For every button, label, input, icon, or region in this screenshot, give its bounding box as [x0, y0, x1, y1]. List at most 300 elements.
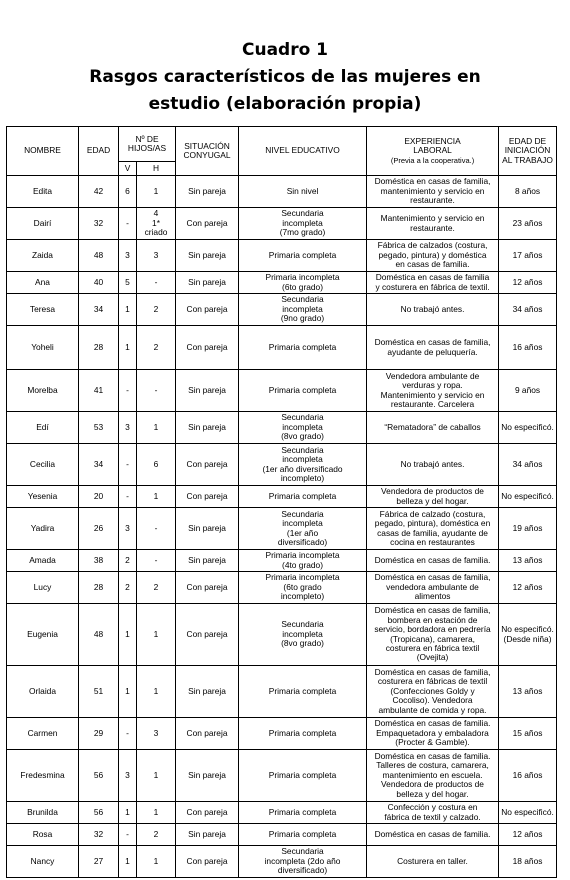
cell-experiencia: [367, 550, 499, 572]
cell-hijos-h: [137, 240, 176, 272]
cell-hijos-v: 1: [119, 326, 137, 370]
cell-experiencia-line: costurera en fábrica textil: [385, 642, 480, 653]
cell-experiencia-line: Mantenimiento y servicio en: [380, 389, 485, 400]
cell-edad-iniciacion-line: 13 años: [512, 554, 543, 565]
cell-edad: 38: [79, 550, 119, 572]
cell-hijos-v: -: [119, 824, 137, 846]
cell-experiencia-line: Confección y costura en: [387, 802, 478, 813]
cell-nivel-line: Primaria incompleta: [265, 272, 340, 283]
cell-experiencia-line: Doméstica en casas de familia,: [374, 572, 491, 583]
table-row: [7, 444, 557, 486]
cell-hijos-h-line: criado: [144, 227, 168, 238]
table-row: [7, 370, 557, 412]
cell-nivel-line: (9no grado): [280, 313, 325, 324]
cell-situacion: Con pareja: [176, 572, 239, 604]
cell-edad-iniciacion: [499, 240, 557, 272]
cell-edad: 42: [79, 176, 119, 208]
cell-situacion: Sin pareja: [176, 750, 239, 802]
cell-hijos-h: [137, 508, 176, 550]
table-row: [7, 272, 557, 294]
table-body: [7, 176, 557, 878]
cell-edad: 56: [79, 750, 119, 802]
header-hijos-line-2: HIJOS/AS: [127, 143, 167, 153]
cell-situacion: Con pareja: [176, 846, 239, 878]
cell-experiencia-line: mantenimiento en escuela.: [382, 769, 483, 780]
cell-nivel: [239, 572, 367, 604]
cell-nivel: [239, 444, 367, 486]
cell-nombre: Yadira: [7, 508, 79, 550]
cell-hijos-v: 3: [119, 750, 137, 802]
cell-edad-iniciacion: [499, 208, 557, 240]
cell-nombre: Eugenia: [7, 604, 79, 666]
cell-hijos-h-line: 3: [153, 727, 159, 738]
cell-hijos-v: 3: [119, 240, 137, 272]
table-row: [7, 486, 557, 508]
cell-edad: 48: [79, 604, 119, 666]
cell-experiencia-line: Vendedora ambulante de: [385, 370, 480, 381]
cell-nivel: [239, 370, 367, 412]
cell-nombre: Fredesmina: [7, 750, 79, 802]
cell-experiencia: [367, 824, 499, 846]
cell-hijos-h-line: -: [154, 522, 158, 533]
cell-experiencia-line: Doméstica en casas de familia.: [374, 750, 491, 761]
cell-situacion: Sin pareja: [176, 666, 239, 718]
cell-experiencia: [367, 486, 499, 508]
cell-experiencia-line: y costurera en fábrica de textil.: [375, 281, 490, 292]
cell-hijos-h-line: 2: [153, 303, 159, 314]
cell-hijos-h: [137, 802, 176, 824]
table-row: [7, 802, 557, 824]
cell-hijos-v: 1: [119, 604, 137, 666]
cell-nivel-line: diversificado): [277, 536, 328, 547]
cell-nivel-line: (8vo grado): [281, 431, 324, 442]
header-edad-iniciacion-line-2: INICIACIÓN: [504, 145, 551, 156]
header-edad-iniciacion-line-1: EDAD DE: [508, 135, 547, 146]
cell-nivel-line: Secundaria: [281, 619, 324, 630]
cell-nivel-line: incompleta: [282, 518, 323, 529]
cell-nivel-line: Secundaria: [281, 208, 324, 219]
cell-edad: 28: [79, 572, 119, 604]
cell-situacion: Con pareja: [176, 802, 239, 824]
cell-nivel-line: incompleta: [282, 628, 323, 639]
cell-nivel-line: Primaria completa: [268, 727, 337, 738]
cell-hijos-h-line: 1: [153, 628, 159, 639]
cell-nivel-line: (6to grado): [282, 281, 323, 292]
cell-hijos-h-line: 1*: [152, 217, 160, 228]
cell-hijos-h-line: 1: [153, 490, 159, 501]
cell-hijos-h: [137, 272, 176, 294]
cell-experiencia-line: Fábrica de calzado (costura,: [379, 508, 486, 519]
cell-experiencia: [367, 326, 499, 370]
cell-nivel: [239, 604, 367, 666]
cell-experiencia-line: restaurante.: [410, 195, 455, 206]
cell-edad: 34: [79, 294, 119, 326]
cell-hijos-v: 6: [119, 176, 137, 208]
cell-nombre: Lucy: [7, 572, 79, 604]
cell-edad: 27: [79, 846, 119, 878]
cell-edad: 51: [79, 666, 119, 718]
cell-hijos-h: [137, 572, 176, 604]
cell-nivel: [239, 412, 367, 444]
cell-experiencia-line: Doméstica en casas de familia.: [374, 718, 491, 729]
cell-nivel-line: (6to grado: [283, 581, 322, 592]
cell-edad-iniciacion: [499, 486, 557, 508]
cell-hijos-v: -: [119, 486, 137, 508]
cell-nombre: Amada: [7, 550, 79, 572]
cell-experiencia-line: belleza y del hogar.: [396, 495, 469, 506]
table-row: [7, 294, 557, 326]
cell-edad-iniciacion: [499, 508, 557, 550]
cell-edad: 32: [79, 824, 119, 846]
table-row: [7, 572, 557, 604]
cell-situacion: Con pareja: [176, 208, 239, 240]
cell-nivel-line: Sin nivel: [286, 185, 319, 196]
cell-experiencia-line: verduras y ropa.: [402, 380, 463, 391]
cell-situacion: Sin pareja: [176, 176, 239, 208]
cell-hijos-h: [137, 846, 176, 878]
table-row: [7, 604, 557, 666]
cell-edad-iniciacion: [499, 294, 557, 326]
cell-edad-iniciacion: [499, 802, 557, 824]
cell-nivel: [239, 750, 367, 802]
cell-hijos-v: 1: [119, 802, 137, 824]
cell-experiencia-line: Fábrica de calzados (costura,: [377, 240, 488, 251]
cell-nivel-line: incompleto): [280, 472, 325, 483]
cell-hijos-v: 5: [119, 272, 137, 294]
cell-experiencia: [367, 718, 499, 750]
cell-experiencia-line: fábrica de textil y calzado.: [384, 811, 481, 822]
cell-nivel-line: Primaria completa: [268, 341, 337, 352]
cell-experiencia-line: Doméstica en casas de familia,: [374, 605, 491, 616]
table-row: [7, 666, 557, 718]
cell-experiencia: [367, 208, 499, 240]
cell-hijos-h-line: 1: [153, 806, 159, 817]
cell-edad-iniciacion: [499, 412, 557, 444]
cell-nivel-line: (1er año: [286, 527, 319, 538]
cell-edad: 34: [79, 444, 119, 486]
cell-edad-iniciacion-line: No especificó.: [501, 624, 554, 635]
cell-experiencia: [367, 802, 499, 824]
cell-nivel: [239, 824, 367, 846]
cell-experiencia-line: No trabajó antes.: [400, 458, 465, 469]
cell-nivel-line: incompleta: [282, 217, 323, 228]
cell-experiencia-line: Vendedora de productos de: [381, 779, 484, 790]
cell-nivel: [239, 508, 367, 550]
cell-edad-iniciacion: [499, 718, 557, 750]
cell-edad-iniciacion: [499, 176, 557, 208]
cell-nivel-line: (7mo grado): [279, 227, 326, 238]
cell-edad-iniciacion: [499, 272, 557, 294]
cell-hijos-v: 2: [119, 550, 137, 572]
cell-nivel: [239, 666, 367, 718]
header-experiencia-line-3: (Previa a la cooperativa.): [390, 155, 475, 165]
cell-hijos-h: [137, 666, 176, 718]
cell-experiencia-line: Costurera en taller.: [397, 855, 468, 866]
cell-experiencia: [367, 176, 499, 208]
cell-hijos-h: [137, 412, 176, 444]
cell-experiencia-line: pegado, pintura) y doméstica: [378, 249, 487, 260]
cell-situacion: Sin pareja: [176, 550, 239, 572]
cell-situacion: Sin pareja: [176, 370, 239, 412]
cell-experiencia-line: mantenimiento y servicio en: [380, 185, 485, 196]
header-situacion-line-2: CONYUGAL: [183, 150, 231, 160]
cell-nivel-line: incompleto): [280, 591, 325, 602]
cell-edad-iniciacion-line: 34 años: [512, 303, 543, 314]
cell-hijos-h: [137, 604, 176, 666]
cell-experiencia: [367, 508, 499, 550]
cell-nombre: Teresa: [7, 294, 79, 326]
cell-edad-iniciacion-line: 12 años: [512, 276, 543, 287]
cell-situacion: Sin pareja: [176, 272, 239, 294]
header-experiencia: [367, 127, 499, 176]
cell-hijos-v: -: [119, 208, 137, 240]
cell-experiencia-line: Doméstica en casas de familia,: [374, 176, 491, 187]
cell-nombre: Yoheli: [7, 326, 79, 370]
cell-edad-iniciacion: [499, 846, 557, 878]
cell-nombre: Orlaida: [7, 666, 79, 718]
cell-nivel-line: Primaria incompleta: [265, 550, 340, 561]
cell-hijos-h-line: 3: [153, 249, 159, 260]
cell-nivel-line: Primaria completa: [268, 384, 337, 395]
cell-hijos-h-line: 4: [153, 208, 159, 219]
cell-hijos-h: [137, 824, 176, 846]
cell-experiencia-line: (Ovejita): [416, 652, 449, 663]
cell-nivel-line: (1er año diversificado: [262, 463, 343, 474]
header-v: V: [119, 162, 137, 176]
cell-nivel-line: incompleta: [282, 454, 323, 465]
table-row: [7, 824, 557, 846]
header-nivel: NIVEL EDUCATIVO: [239, 127, 367, 176]
cell-nivel: [239, 802, 367, 824]
cell-experiencia-line: costurera en fábricas de textil: [377, 676, 488, 687]
cell-nivel-line: Primaria completa: [268, 249, 337, 260]
cell-edad-iniciacion: [499, 572, 557, 604]
cell-hijos-h: [137, 370, 176, 412]
table-row: [7, 846, 557, 878]
cell-edad-iniciacion-line: 17 años: [512, 249, 543, 260]
cell-hijos-h-line: -: [154, 384, 158, 395]
table-row: [7, 508, 557, 550]
header-edad-iniciacion: [499, 127, 557, 176]
cell-nivel-line: (4to grado): [282, 559, 323, 570]
cell-experiencia-line: Doméstica en casas de familia,: [374, 337, 491, 348]
cell-edad-iniciacion-line: (Desde niña): [503, 633, 552, 644]
cell-hijos-h: [137, 294, 176, 326]
cell-hijos-h: [137, 208, 176, 240]
cell-edad-iniciacion: [499, 550, 557, 572]
cell-edad: 41: [79, 370, 119, 412]
cell-experiencia: [367, 240, 499, 272]
cell-nombre: Ana: [7, 272, 79, 294]
cell-nombre: Nancy: [7, 846, 79, 878]
cell-experiencia-line: “Rematadora” de caballos: [384, 421, 481, 432]
cell-experiencia: [367, 294, 499, 326]
cell-situacion: Con pareja: [176, 444, 239, 486]
cell-experiencia-line: bombera en estación de: [387, 614, 478, 625]
cell-edad-iniciacion-line: 16 años: [512, 341, 543, 352]
cell-nombre: Edí: [7, 412, 79, 444]
cell-situacion: Con pareja: [176, 718, 239, 750]
cell-nivel: [239, 550, 367, 572]
table-row: [7, 326, 557, 370]
header-edad-iniciacion-line-3: AL TRABAJO: [502, 154, 553, 165]
cell-hijos-h: [137, 326, 176, 370]
cell-nombre: Rosa: [7, 824, 79, 846]
cell-nivel: [239, 208, 367, 240]
table-row: [7, 750, 557, 802]
cell-situacion: Con pareja: [176, 486, 239, 508]
cell-experiencia-line: Talleres de costura, camarera,: [376, 760, 489, 771]
cell-experiencia-line: Doméstica en casas de familia: [375, 272, 490, 283]
cell-nivel-line: incompleta: [282, 303, 323, 314]
cell-edad-iniciacion: [499, 444, 557, 486]
cell-experiencia: [367, 370, 499, 412]
cell-experiencia: [367, 272, 499, 294]
cell-nombre: Carmen: [7, 718, 79, 750]
cell-nombre: Brunilda: [7, 802, 79, 824]
table-row: [7, 412, 557, 444]
women-characteristics-table: [6, 126, 557, 878]
cell-edad-iniciacion: [499, 824, 557, 846]
cell-edad-iniciacion-line: 18 años: [512, 855, 543, 866]
cell-situacion: Sin pareja: [176, 508, 239, 550]
cell-edad-iniciacion-line: 13 años: [512, 685, 543, 696]
cell-edad-iniciacion-line: No especificó.: [501, 806, 554, 817]
cell-experiencia-line: pegado, pintura), doméstica en: [374, 518, 491, 529]
cell-edad: 32: [79, 208, 119, 240]
cell-nombre: Cecilia: [7, 444, 79, 486]
cell-hijos-h: [137, 750, 176, 802]
header-experiencia-line-2: LABORAL: [413, 145, 452, 156]
cell-hijos-h: [137, 486, 176, 508]
header-edad: EDAD: [79, 127, 119, 176]
cell-nivel-line: Secundaria: [281, 294, 324, 305]
cell-edad-iniciacion-line: 19 años: [512, 522, 543, 533]
cell-hijos-v: 1: [119, 666, 137, 718]
cell-nivel: [239, 846, 367, 878]
cell-edad: 48: [79, 240, 119, 272]
cell-nivel-line: diversificado): [277, 865, 328, 876]
table-title-line-2: estudio (elaboración propia): [148, 94, 422, 114]
cell-edad-iniciacion: [499, 666, 557, 718]
cell-experiencia: [367, 572, 499, 604]
cell-hijos-h-line: -: [154, 276, 158, 287]
cell-situacion: Sin pareja: [176, 240, 239, 272]
cell-edad-iniciacion-line: 12 años: [512, 828, 543, 839]
table-caption: Cuadro 1: [241, 40, 329, 60]
cell-experiencia-line: Doméstica en casas de familia.: [374, 554, 491, 565]
cell-situacion: Sin pareja: [176, 412, 239, 444]
header-hijos: [119, 127, 176, 162]
cell-nivel: [239, 294, 367, 326]
cell-hijos-v: 1: [119, 846, 137, 878]
cell-hijos-h: [137, 444, 176, 486]
table-row: [7, 208, 557, 240]
cell-experiencia-line: vendedora ambulante de: [386, 581, 479, 592]
header-row: [7, 127, 557, 162]
table-row: [7, 550, 557, 572]
cell-edad-iniciacion: [499, 604, 557, 666]
cell-situacion: Sin pareja: [176, 824, 239, 846]
cell-edad-iniciacion: [499, 750, 557, 802]
cell-nombre: Morelba: [7, 370, 79, 412]
cell-hijos-h: [137, 550, 176, 572]
cell-edad-iniciacion-line: 15 años: [512, 727, 543, 738]
cell-edad-iniciacion-line: 8 años: [514, 185, 541, 196]
cell-hijos-h: [137, 718, 176, 750]
table-row: [7, 718, 557, 750]
cell-experiencia-line: (Tropicana), camarera,: [390, 633, 475, 644]
cell-hijos-v: -: [119, 370, 137, 412]
table-title-line-1: Rasgos característicos de las mujeres en: [89, 67, 481, 87]
cell-nivel: [239, 718, 367, 750]
cell-situacion: Con pareja: [176, 294, 239, 326]
cell-edad-iniciacion-line: 12 años: [512, 581, 543, 592]
cell-experiencia-line: belleza y del hogar.: [396, 788, 469, 799]
header-situacion-line-1: SITUACIÓN: [184, 140, 230, 151]
cell-experiencia-line: (Procter & Gamble).: [395, 737, 470, 748]
cell-experiencia-line: Empaquetadora y embaladora: [376, 727, 489, 738]
cell-experiencia: [367, 604, 499, 666]
cell-experiencia: [367, 444, 499, 486]
cell-experiencia-line: alimentos: [414, 591, 451, 602]
cell-nivel-line: Primaria completa: [268, 828, 337, 839]
cell-edad-iniciacion-line: No especificó.: [501, 421, 554, 432]
cell-experiencia-line: restaurante.: [410, 222, 455, 233]
cell-hijos-v: 2: [119, 572, 137, 604]
cell-hijos-h-line: 2: [153, 341, 159, 352]
header-experiencia-line-1: EXPERIENCIA: [404, 135, 461, 146]
cell-experiencia-line: restaurante. Carcelera: [390, 398, 475, 409]
cell-experiencia-line: casas de familia, ayudante de: [377, 527, 488, 538]
header-h: H: [137, 162, 176, 176]
cell-experiencia: [367, 666, 499, 718]
cell-nivel-line: Secundaria: [281, 846, 324, 857]
cell-edad: 40: [79, 272, 119, 294]
cell-nivel: [239, 240, 367, 272]
cell-hijos-v: 3: [119, 508, 137, 550]
cell-situacion: Con pareja: [176, 326, 239, 370]
cell-nivel-line: Primaria completa: [268, 685, 337, 696]
cell-edad-iniciacion-line: 16 años: [512, 769, 543, 780]
cell-hijos-h-line: 1: [153, 855, 159, 866]
cell-hijos-v: 1: [119, 294, 137, 326]
cell-edad: 28: [79, 326, 119, 370]
cell-experiencia-line: (Confecciones Goldy y: [390, 685, 475, 696]
cell-edad: 29: [79, 718, 119, 750]
cell-experiencia-line: Mantenimiento y servicio en: [380, 213, 485, 224]
cell-hijos-v: -: [119, 444, 137, 486]
cell-nivel-line: Primaria completa: [268, 490, 337, 501]
cell-experiencia-line: Cocoliso). Vendedora: [392, 695, 473, 706]
cell-nivel: [239, 272, 367, 294]
cell-nombre: Dairí: [7, 208, 79, 240]
cell-nombre: Edita: [7, 176, 79, 208]
table-row: [7, 240, 557, 272]
cell-hijos-h-line: 1: [153, 185, 159, 196]
cell-edad: 26: [79, 508, 119, 550]
cell-nivel-line: incompleta (2do año: [264, 855, 341, 866]
cell-nivel-line: (8vo grado): [281, 638, 324, 649]
cell-experiencia-line: Vendedora de productos de: [381, 486, 484, 497]
cell-edad-iniciacion-line: 34 años: [512, 458, 543, 469]
cell-nivel: [239, 486, 367, 508]
cell-experiencia: [367, 750, 499, 802]
cell-nivel: [239, 176, 367, 208]
table-row: [7, 176, 557, 208]
cell-experiencia-line: Doméstica en casas de familia.: [374, 828, 491, 839]
cell-experiencia-line: No trabajó antes.: [400, 303, 465, 314]
